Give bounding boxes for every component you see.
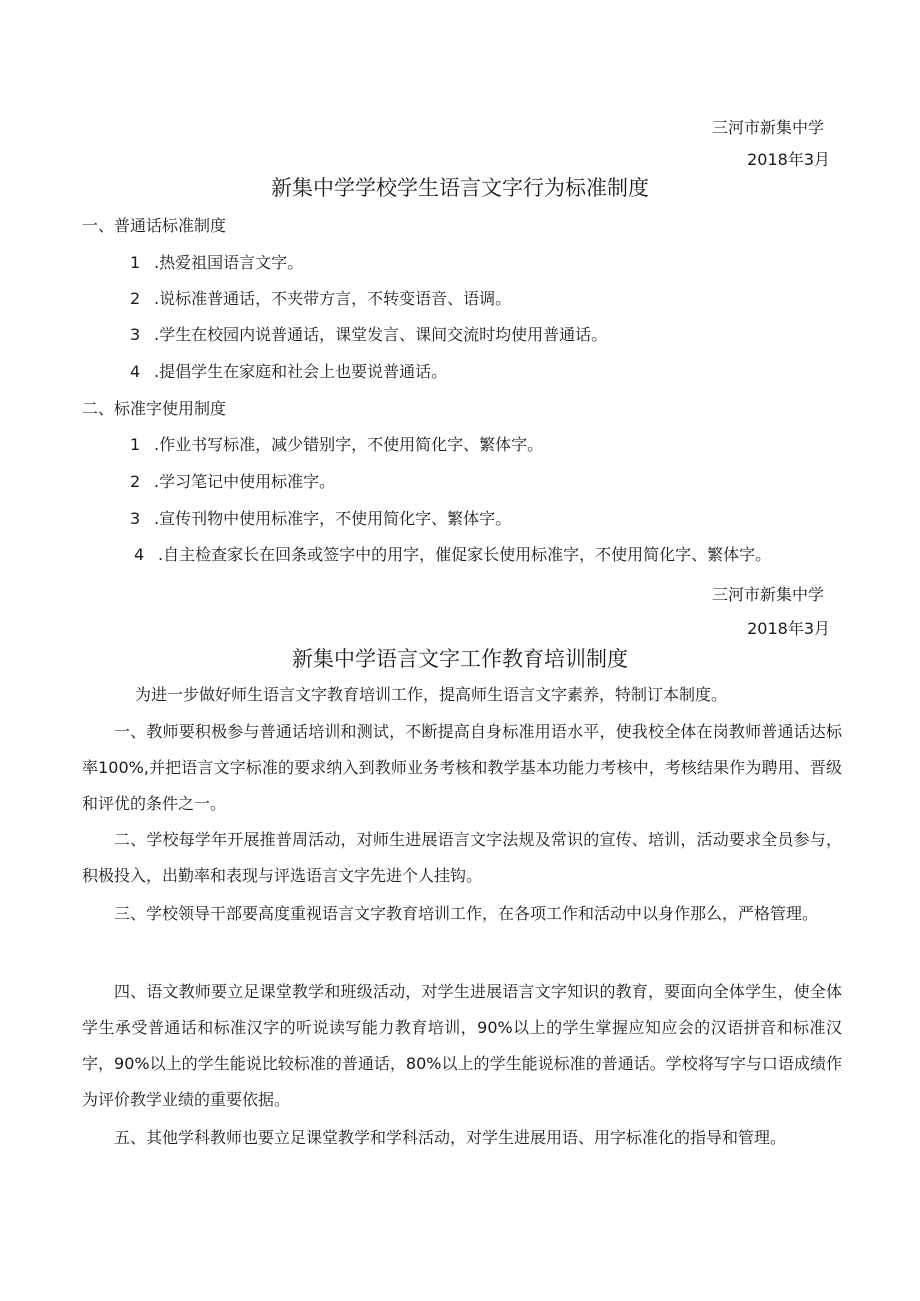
- doc2-paragraph-3: 三、学校领导干部要高度重视语言文字教育培训工作，在各项工作和活动中以身作那么，严格管理。: [114, 904, 819, 923]
- doc2-paragraph-1: 一、教师要积极参与普通话培训和测试，不断提高自身标准用语水平，使我校全体在岗教师普通话达标率100%,并把语言文字标准的要求纳入到教师业务考核和教学基本功能力考核中，考核结果作为聘用、晋级和评优的条件之一。: [82, 722, 842, 813]
- item-text: .提倡学生在家庭和社会上也要说普通话。: [154, 362, 448, 381]
- section1-item: [130, 253, 303, 273]
- item-text: .热爱祖国语言文字。: [154, 253, 304, 272]
- doc2-paragraph-4: 四、语文教师要立足课堂教学和班级活动，对学生进展语言文字知识的教育，要面向全体学生，使全体学生承受普通话和标准汉字的听说读写能力教育培训，90%以上的学生掌握应知应会的汉语拼音和标准汉字，90%以上的学生能说比较标准的普通话，80%以上的学生能说标准的普通话。学校将写字与口语成绩作为评价教学业绩的重要依据。: [82, 982, 842, 1109]
- item-number: 1: [130, 435, 141, 454]
- section1-item: [130, 325, 607, 345]
- doc2-intro: 为进一步做好师生语言文字教育培训工作，提高师生语言文字素养，特制订本制度。: [135, 685, 728, 704]
- section2-item: [130, 435, 543, 455]
- item-text: .宣传刊物中使用标准字，不使用简化字、繁体字。: [154, 509, 512, 528]
- item-text: .学习笔记中使用标准字。: [154, 472, 336, 491]
- item-number: 4: [130, 362, 141, 381]
- doc2-school: 三河市新集中学: [711, 585, 824, 604]
- doc1-school: 三河市新集中学: [711, 118, 824, 137]
- item-number: 2: [130, 289, 141, 308]
- item-number: 4: [134, 545, 145, 564]
- section2-item: [134, 545, 771, 565]
- doc2-date: 2018年3月: [747, 619, 830, 638]
- item-text: .学生在校园内说普通话，课堂发言、课间交流时均使用普通话。: [154, 325, 608, 344]
- doc2-paragraph-2: 二、学校每学年开展推普周活动，对师生进展语言文字法规及常识的宣传、培训，活动要求全员参与，积极投入，出勤率和表现与评选语言文字先进个人挂钩。: [82, 830, 842, 885]
- doc1-date: 2018年3月: [747, 150, 830, 169]
- doc1-title: 新集中学学校学生语言文字行为标准制度: [271, 176, 649, 200]
- doc2-paragraph-5: 五、其他学科教师也要立足课堂教学和学科活动，对学生进展用语、用字标准化的指导和管理。: [114, 1128, 787, 1147]
- section1-item: [130, 289, 511, 309]
- item-number: 1: [130, 253, 141, 272]
- section1-heading: 一、普通话标准制度: [82, 216, 227, 235]
- item-text: .自主检查家长在回条或签字中的用字，催促家长使用标准字，不使用简化字、繁体字。: [158, 545, 772, 564]
- item-text: .作业书写标准，减少错别字，不使用简化字、繁体字。: [154, 435, 544, 454]
- item-number: 3: [130, 325, 141, 344]
- item-number: 2: [130, 472, 141, 491]
- item-text: .说标准普通话，不夹带方言，不转变语音、语调。: [154, 289, 512, 308]
- section2-item: [130, 509, 511, 529]
- section2-item: [130, 472, 335, 492]
- section1-item: [130, 362, 447, 382]
- item-number: 3: [130, 509, 141, 528]
- doc2-title: 新集中学语言文字工作教育培训制度: [292, 647, 628, 671]
- section2-heading: 二、标准字使用制度: [82, 399, 227, 418]
